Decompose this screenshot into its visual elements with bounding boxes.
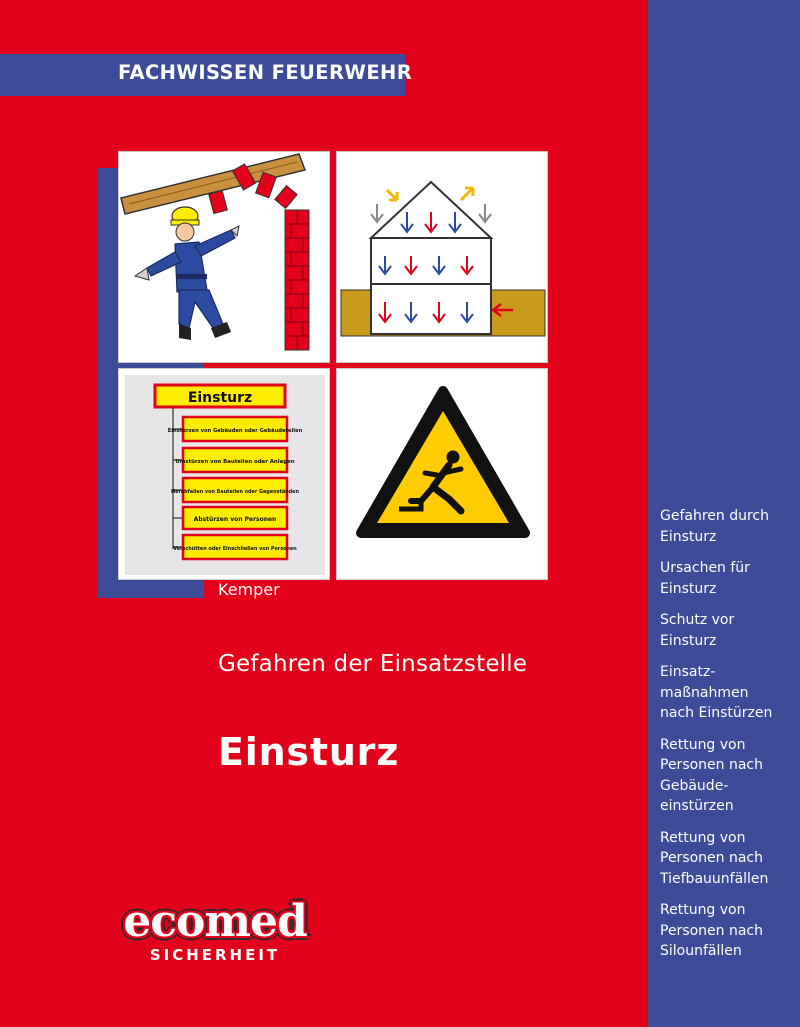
topic-item: Rettung von Personen nach Tiefbauunfällen	[660, 829, 769, 887]
chart-item: Herabfallen von Bauteilen oder Gegenständen	[171, 489, 299, 495]
publisher-tagline: SICHERHEIT	[149, 946, 281, 964]
author-name: Kemper	[218, 580, 280, 599]
chart-item: Verschütten oder Einschließen von Personen	[173, 546, 297, 552]
topic-item: Ursachen für Einsturz	[660, 560, 750, 597]
falling-debris-firefighter-icon	[119, 152, 330, 363]
topic-item: Rettung von Personen nach Gebäude- einstürzen	[660, 736, 764, 814]
topic-item: Schutz vor Einsturz	[660, 612, 735, 649]
publisher-logo	[119, 896, 311, 964]
chart-item: Abstürzen von Personen	[193, 516, 277, 523]
collapse-types-chart	[119, 369, 330, 580]
fall-hazard-warning-icon	[337, 369, 548, 580]
chart-item: Umstürzen von Bauteilen oder Anlagen	[175, 459, 295, 465]
fall-hazard-sign-panel	[336, 368, 548, 580]
falling-debris-panel	[118, 151, 330, 363]
topic-item: Gefahren durch Einsturz	[660, 508, 770, 545]
publisher-logo-text: ecomed	[123, 896, 307, 947]
book-title: Einsturz	[218, 730, 400, 774]
collapse-types-chart-panel	[118, 368, 330, 580]
topic-list	[660, 506, 798, 973]
topic-item: Rettung von Personen nach Silounfällen	[660, 902, 764, 959]
house-air-flow-panel	[336, 151, 548, 363]
topic-item: Einsatz- maßnahmen nach Einstürzen	[660, 664, 773, 721]
chart-heading: Einsturz	[187, 390, 253, 406]
book-subtitle: Gefahren der Einsatzstelle	[218, 651, 528, 677]
house-air-flow-icon	[337, 152, 548, 363]
chart-item: Einstürzen von Gebäuden oder Gebäudeteilen	[167, 428, 303, 434]
series-label: FACHWISSEN FEUERWEHR	[118, 61, 413, 84]
